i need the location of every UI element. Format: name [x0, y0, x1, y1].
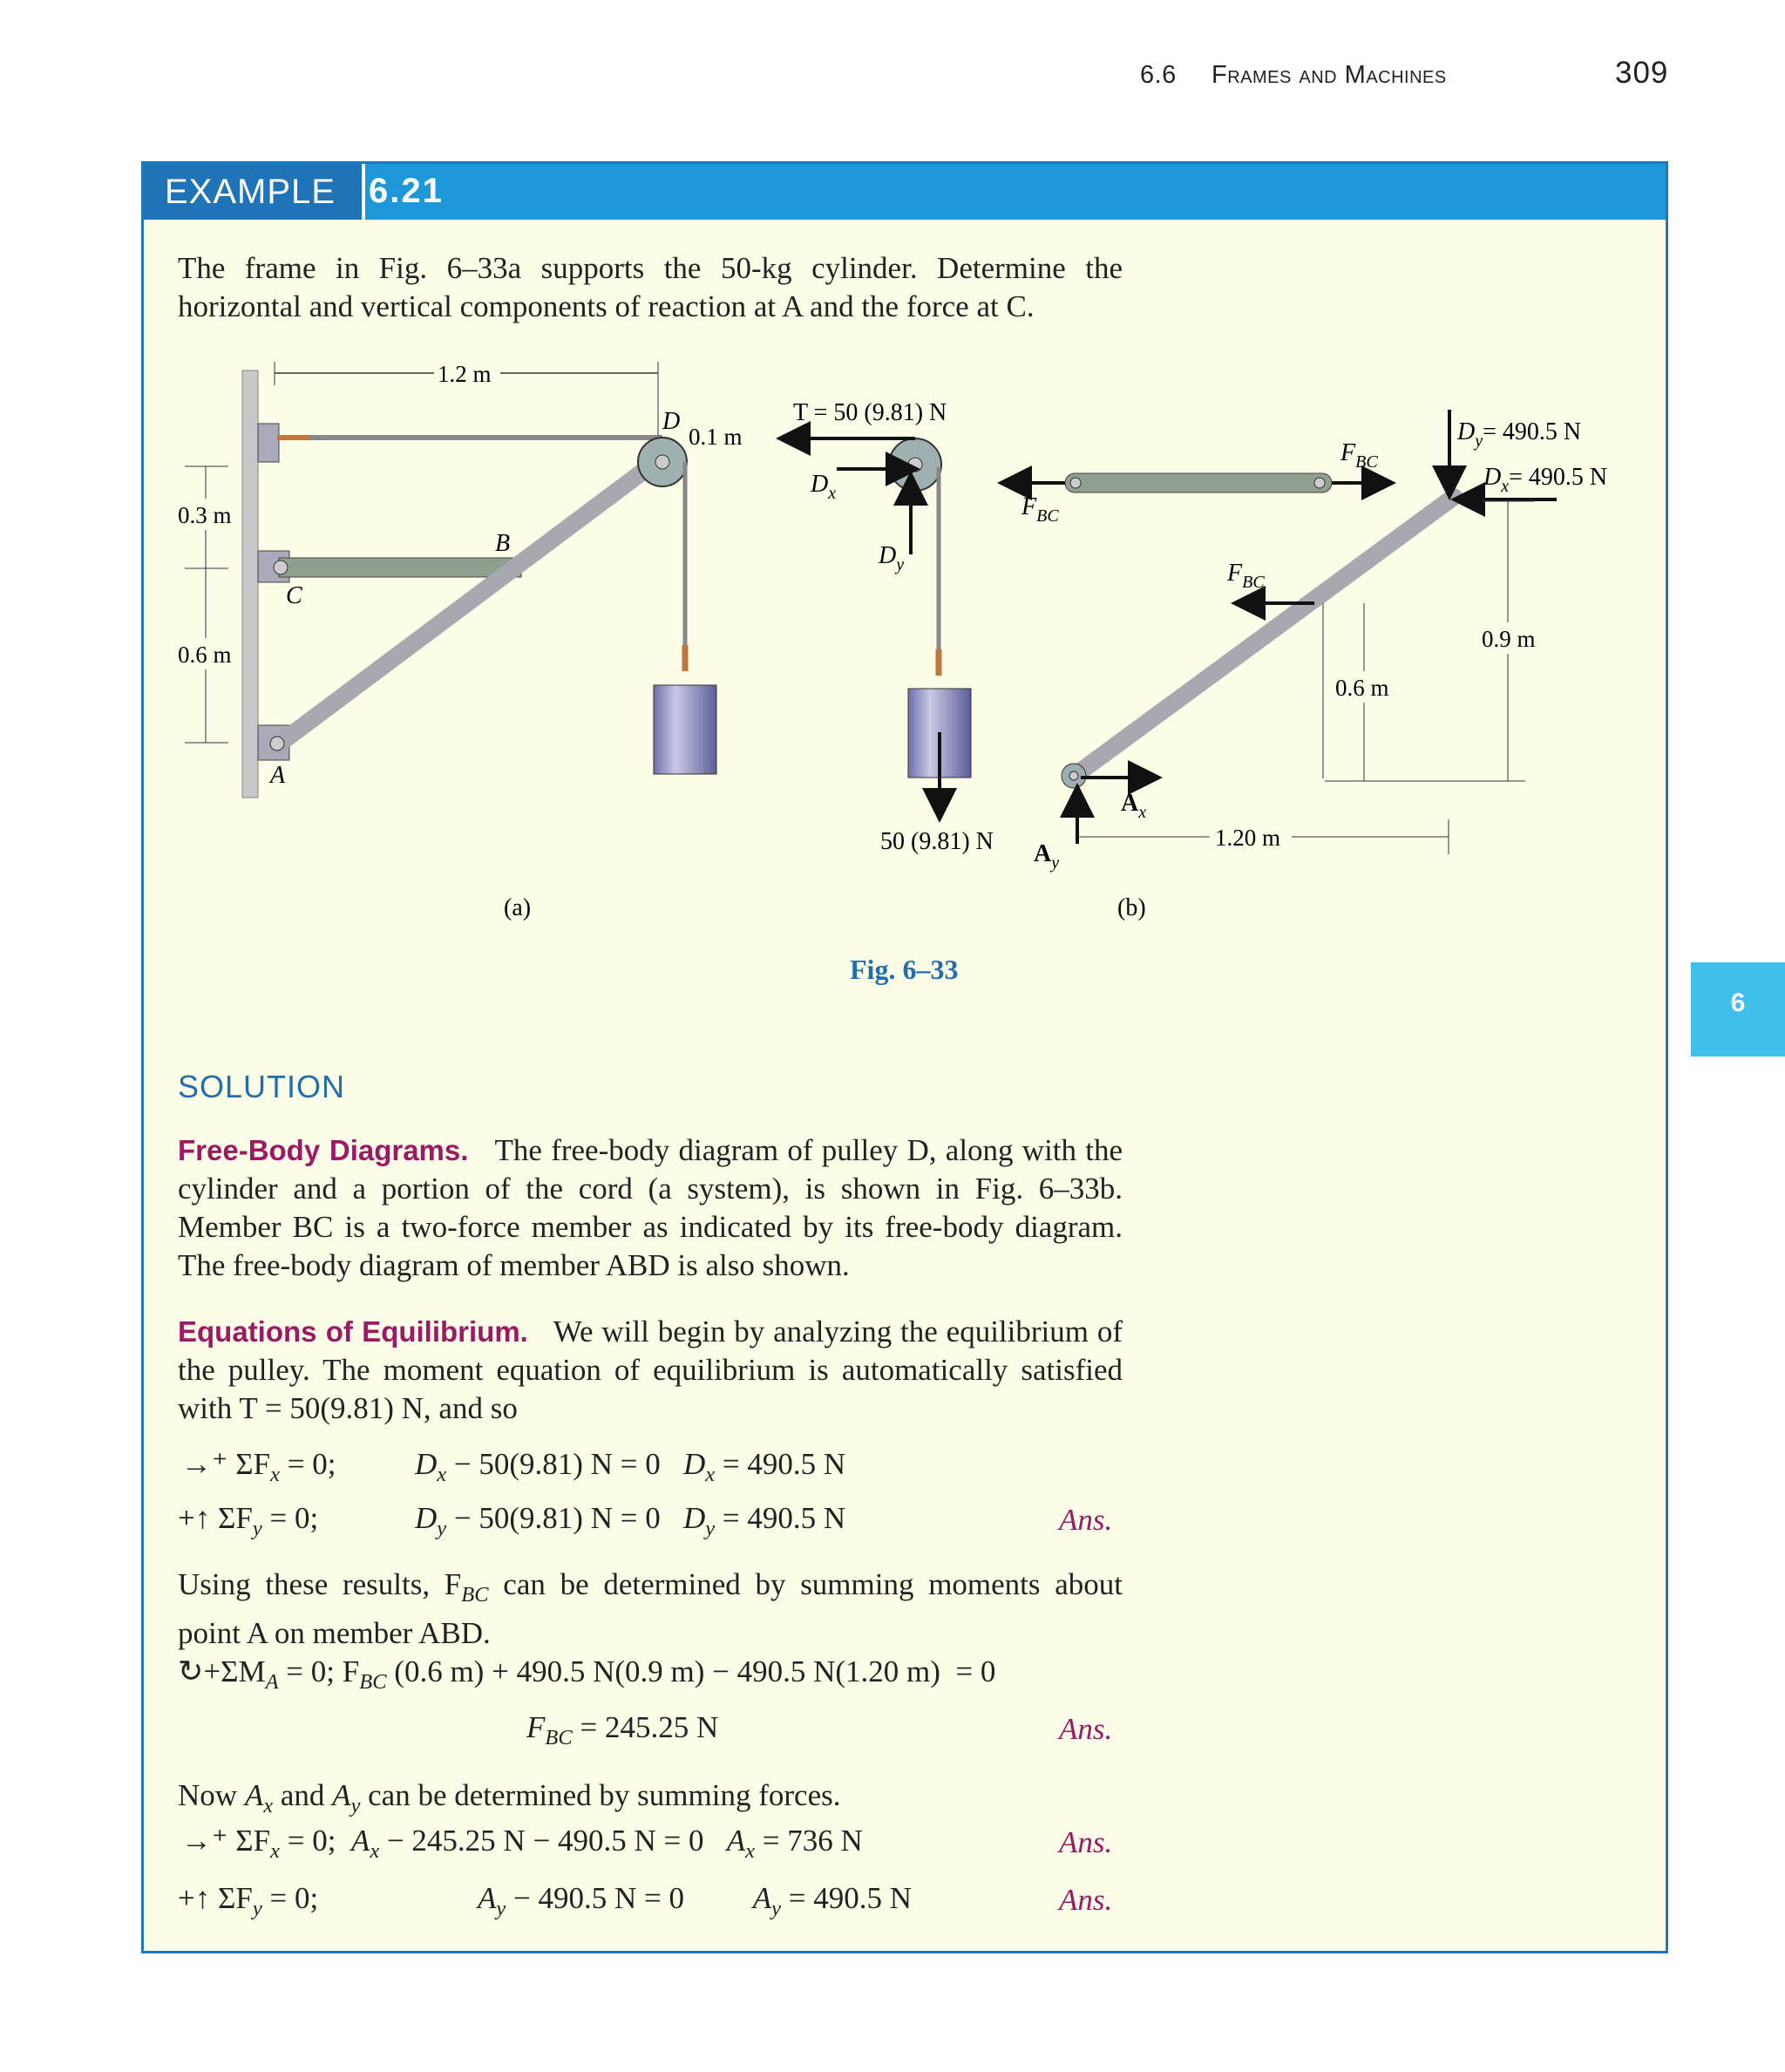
- wall: [242, 370, 258, 798]
- now-paragraph: Now $A_x$ and $A_y$ can be determined by summing forces.: [178, 1778, 841, 1817]
- label-a: A: [270, 762, 286, 789]
- eq-paragraph: [178, 1313, 1123, 1428]
- fbd-heading: Free-Body Diagrams.: [178, 1134, 469, 1166]
- ans-2: Ans.: [1059, 1712, 1113, 1746]
- dy-member: $D_y= 490.5$ N: [1457, 418, 1582, 451]
- section-title: Frames and Machines: [1211, 61, 1447, 89]
- dim-1-20m: 1.20 m: [1215, 825, 1281, 851]
- dim-0-6m: 0.6 m: [178, 642, 232, 668]
- dim-0-6m-b: 0.6 m: [1335, 675, 1389, 701]
- example-number: 6.21: [369, 172, 444, 210]
- dx-pulley: $D_x$: [811, 471, 837, 503]
- ax-label: $A_x$: [1121, 790, 1147, 822]
- label-b: B: [495, 530, 511, 557]
- fbd-text: The free-body diagram of pulley D, along with the cylinder and a portion of the cord (a system), is shown in Fig. 6–33b. Member BC is a two-force member as indicated by its free-body diagram. The free-body diagram of member ABD is also shown.: [178, 1133, 1123, 1282]
- example-label: EXAMPLE: [165, 173, 336, 211]
- ans-4: Ans.: [1059, 1883, 1113, 1917]
- problem-statement: The frame in Fig. 6–33a supports the 50-kg cylinder. Determine the horizontal and vertical components of reaction at A and the force at C.: [178, 251, 1123, 323]
- member-bc: [279, 558, 521, 577]
- dim-0-3m: 0.3 m: [178, 502, 232, 528]
- dy-pulley: $D_y$: [879, 542, 905, 574]
- figure-6-33: [0, 0, 1785, 959]
- dim-0-9m: 0.9 m: [1482, 626, 1536, 652]
- page-number: 309: [1615, 56, 1669, 90]
- eq-text: We will begin by analyzing the equilibrium of the pulley. The moment equation of equilibrium is automatically satisfied with T = 50(9.81) N, and so: [178, 1315, 1123, 1425]
- fbc-member: $F_{BC}$: [1227, 560, 1265, 592]
- member-abd-fbd: [1072, 497, 1454, 778]
- eq-sum-fy-pulley: +↑ $\Sigma F_y = 0$;: [178, 1501, 319, 1540]
- member-abd: [277, 460, 658, 745]
- solution-heading: SOLUTION: [178, 1069, 346, 1104]
- ans-3: Ans.: [1059, 1825, 1113, 1859]
- eq-heading: Equations of Equilibrium.: [178, 1315, 528, 1348]
- tension-label: T = 50 (9.81) N: [793, 399, 947, 426]
- member-bc-fbd: [1065, 473, 1332, 493]
- figure-caption: Fig. 6–33: [850, 954, 959, 985]
- eq-moment: $↻+\Sigma M_A = 0$; $F_{BC}$ (0.6 m) + 490.5 N(0.9 m) − 490.5 N(1.20 m) = 0: [178, 1654, 996, 1694]
- eq-dy: $D_y - 50(9.81) N = 0$ $D_y = 490.5$ N: [415, 1501, 846, 1540]
- fbc-right: $F_{BC}$: [1340, 439, 1378, 472]
- cylinder-a: [654, 685, 716, 774]
- eq-fbc-result: $F_{BC} = 245.25$ N: [526, 1710, 719, 1749]
- chapter-tab-label: 6: [1730, 988, 1746, 1017]
- label-c: C: [286, 582, 302, 609]
- using-paragraph: Using these results, $F_{BC}$ can be determined by summing moments about point A on member ABD.: [178, 1567, 1123, 1650]
- dim-0-1m: 0.1 m: [689, 424, 743, 450]
- ans-1: Ans.: [1059, 1503, 1113, 1537]
- ay-label: $A_y$: [1034, 840, 1060, 873]
- eq-sum-fy-member: +↑ $\Sigma F_y = 0$;: [178, 1881, 319, 1920]
- dx-member: $D_x= 490.5$ N: [1483, 464, 1608, 496]
- fbd-paragraph: [178, 1131, 1123, 1285]
- fbc-left: $F_{BC}$: [1021, 493, 1059, 526]
- chapter-tab[interactable]: [1691, 962, 1785, 1056]
- label-d: D: [662, 408, 681, 435]
- section-number: 6.6: [1140, 61, 1177, 89]
- panel-b-label: (b): [1117, 894, 1146, 921]
- eq-sum-fx-pulley: →⁺ $\Sigma F_x = 0$;: [181, 1447, 336, 1486]
- bracket-top: [258, 424, 279, 462]
- eq-ay: $A_y - 490.5$ N = 0 $A_y = 490.5$ N: [478, 1881, 913, 1920]
- panel-a-label: (a): [504, 894, 532, 921]
- eq-dx: $D_x - 50(9.81) N = 0$ $D_x = 490.5$ N: [415, 1447, 846, 1486]
- eq-sum-fx-member: →⁺ $\Sigma F_x = 0$; $A_x - 245.25$ N − 490.5 N = 0 $A_x = 736$ N: [181, 1824, 863, 1863]
- dim-1-2m: 1.2 m: [438, 361, 492, 387]
- weight-label: 50 (9.81) N: [880, 828, 994, 855]
